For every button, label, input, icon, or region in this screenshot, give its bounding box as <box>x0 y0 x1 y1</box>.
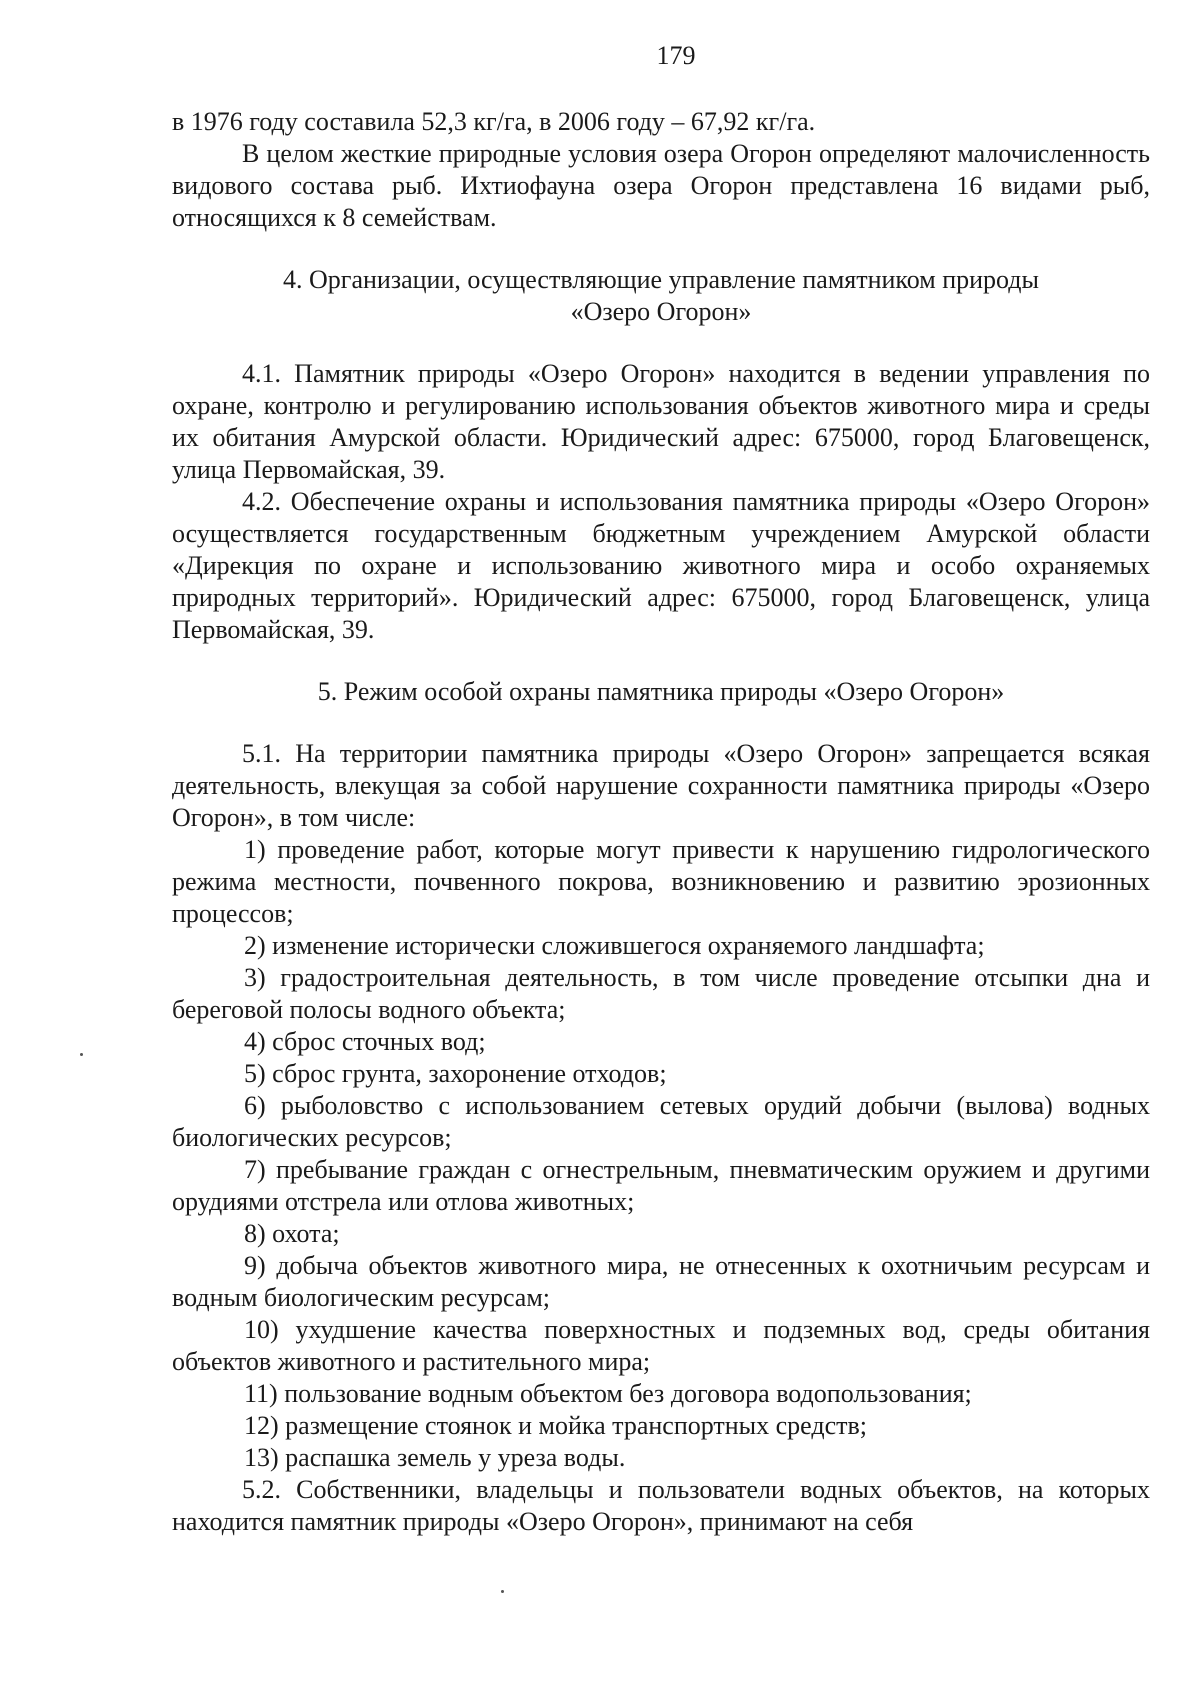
section-4-heading <box>172 264 1150 328</box>
list-item: 13) распашка земель у уреза воды. <box>244 1443 626 1472</box>
list-item: 3) градостроительная деятельность, в том числе проведение отсыпки дна и береговой полосы водного объекта; <box>172 963 1150 1024</box>
list-item: 2) изменение исторически сложившегося охраняемого ландшафта; <box>244 931 985 960</box>
paragraph-continuation: в 1976 году составила 52,3 кг/га, в 2006 году – 67,92 кг/га. <box>172 107 816 136</box>
list-item: 9) добыча объектов животного мира, не отнесенных к охотничьим ресурсам и водным биологическим ресурсам; <box>172 1251 1150 1312</box>
section-5-heading-line1: 5. Режим особой охраны памятника природы «Озеро Огорон» <box>317 677 1005 706</box>
list-item: 5) сброс грунта, захоронение отходов; <box>244 1059 667 1088</box>
paragraph-4-2: 4.2. Обеспечение охраны и использования памятника природы «Озеро Огорон» осуществляется государственным бюджетным учреждением Амурской области «Дирекция по охране и использованию животного мира и особо охраняемых природных территорий». Юридический адрес: 675000, город Благовещенск, улица Первомайская, 39. <box>172 487 1150 644</box>
section-4-heading-line2: «Озеро Огорон» <box>570 297 752 326</box>
list-item: 1) проведение работ, которые могут привести к нарушению гидрологического режима местности, почвенного покрова, возникновению и развитию эрозионных процессов; <box>172 835 1150 928</box>
section-4-heading-line1: 4. Организации, осуществляющие управление памятником природы <box>283 265 1039 294</box>
paragraph-5-2: 5.2. Собственники, владельцы и пользователи водных объектов, на которых находится памятник природы «Озеро Огорон», принимают на себя <box>172 1475 1150 1536</box>
list-item: 8) охота; <box>244 1219 340 1248</box>
scan-speck <box>80 1053 83 1056</box>
list-item: 6) рыболовство с использованием сетевых орудий добычи (вылова) водных биологических ресурсов; <box>172 1091 1150 1152</box>
section-5-heading <box>172 676 1150 708</box>
page-number: 179 <box>656 41 696 70</box>
paragraph-4-1: 4.1. Памятник природы «Озеро Огорон» находится в ведении управления по охране, контролю и регулированию использования объектов животного мира и среды их обитания Амурской области. Юридический адрес: 675000, город Благовещенск, улица Первомайская, 39. <box>172 359 1150 484</box>
paragraph-5-1: 5.1. На территории памятника природы «Озеро Огорон» запрещается всякая деятельность, влекущая за собой нарушение сохранности памятника природы «Озеро Огорон», в том числе: <box>172 739 1150 832</box>
list-item: 11) пользование водным объектом без договора водопользования; <box>244 1379 972 1408</box>
paragraph-ichthyofauna: В целом жесткие природные условия озера Огорон определяют малочисленность видового состава рыб. Ихтиофауна озера Огорон представлена 16 видами рыб, относящихся к 8 семействам. <box>172 139 1150 232</box>
list-item: 4) сброс сточных вод; <box>244 1027 486 1056</box>
scan-speck <box>501 1590 504 1593</box>
list-item: 12) размещение стоянок и мойка транспортных средств; <box>244 1411 868 1440</box>
list-item: 7) пребывание граждан с огнестрельным, пневматическим оружием и другими орудиями отстрела или отлова животных; <box>172 1155 1150 1216</box>
document-page <box>172 40 1150 1538</box>
list-item: 10) ухудшение качества поверхностных и подземных вод, среды обитания объектов животного и растительного мира; <box>172 1315 1150 1376</box>
